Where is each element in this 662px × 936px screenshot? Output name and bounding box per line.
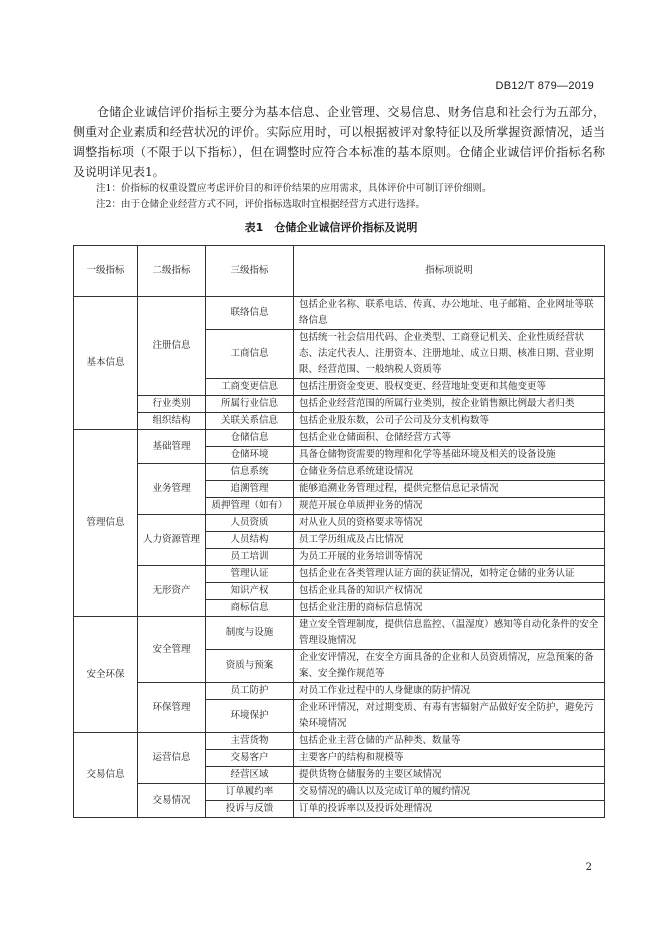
description-cell: 包括企业在各类管理认证方面的获证情况，如特定仓储的业务认证 <box>294 566 605 583</box>
level3-cell: 追溯管理 <box>206 481 294 498</box>
description-cell: 对员工作业过程中的人身健康的防护情况 <box>294 683 605 700</box>
description-cell: 包括企业主营仓储的产品种类、数量等 <box>294 733 605 750</box>
table-header-row <box>74 246 605 297</box>
level2-cell: 注册信息 <box>138 297 206 396</box>
level2-cell: 人力资源管理 <box>138 515 206 566</box>
description-cell: 员工学历组成及占比情况 <box>294 532 605 549</box>
description-cell: 规范开展仓单质押业务的情况 <box>294 498 605 515</box>
description-cell: 包括企业名称、联系电话、传真、办公地址、电子邮箱、企业网址等联络信息 <box>294 297 605 330</box>
description-cell: 包括注册资金变更、股权变更、经营地址变更和其他变更等 <box>294 379 605 396</box>
level2-cell: 组织结构 <box>138 413 206 430</box>
description-cell: 仓储业务信息系统建设情况 <box>294 464 605 481</box>
table-row <box>74 733 605 750</box>
level3-cell: 联络信息 <box>206 297 294 330</box>
note-2: 注2：由于仓储企业经营方式不同，评价指标选取时宜根据经营方式进行选择。 <box>96 199 426 210</box>
standard-code: DB12/T 879—2019 <box>495 80 594 92</box>
level2-cell: 行业类别 <box>138 396 206 413</box>
level2-cell: 安全管理 <box>138 617 206 683</box>
description-cell: 企业安评情况，在安全方面具备的企业和人员资质情况，应急预案的备案、安全操作规范等 <box>294 650 605 683</box>
evaluation-index-table <box>73 245 605 818</box>
table-row <box>74 430 605 447</box>
level3-cell: 关联关系信息 <box>206 413 294 430</box>
intro-paragraph: 仓储企业诚信评价指标主要分为基本信息、企业管理、交易信息、财务信息和社会行为五部分，侧重对企业素质和经营状况的评价。实际应用时，可以根据被评对象特征以及所掌握资源情况，适当调整指标项（不限于以下指标），但在调整时应符合本标准的基本原则。仓储企业诚信评价指标名称及说明详见表1。 <box>73 105 605 179</box>
level3-cell: 信息系统 <box>206 464 294 481</box>
description-cell: 提供货物仓储服务的主要区域情况 <box>294 767 605 784</box>
table-row <box>74 396 605 413</box>
level1-cell: 基本信息 <box>74 297 138 430</box>
description-cell: 交易情况的确认以及完成订单的履约情况 <box>294 784 605 801</box>
header-description: 指标项说明 <box>294 246 605 297</box>
table-row <box>74 464 605 481</box>
description-cell: 为员工开展的业务培训等情况 <box>294 549 605 566</box>
level3-cell: 投诉与反馈 <box>206 801 294 818</box>
description-cell: 包括企业具备的知识产权情况 <box>294 583 605 600</box>
level3-cell: 人员资质 <box>206 515 294 532</box>
level3-cell: 员工培训 <box>206 549 294 566</box>
header-level3: 三级指标 <box>206 246 294 297</box>
level1-cell: 管理信息 <box>74 430 138 617</box>
header-level1: 一级指标 <box>74 246 138 297</box>
description-cell: 主要客户的结构和规模等 <box>294 750 605 767</box>
level3-cell: 交易客户 <box>206 750 294 767</box>
page-number: 2 <box>585 862 592 873</box>
description-cell: 能够追溯业务管理过程，提供完整信息记录情况 <box>294 481 605 498</box>
level3-cell: 质押管理（如有） <box>206 498 294 515</box>
level3-cell: 主营货物 <box>206 733 294 750</box>
description-cell: 建立安全管理制度，提供信息监控、（温湿度）感知等自动化条件的安全管理设施情况 <box>294 617 605 650</box>
level1-cell: 交易信息 <box>74 733 138 818</box>
level3-cell: 工商信息 <box>206 330 294 379</box>
level3-cell: 制度与设施 <box>206 617 294 650</box>
level3-cell: 所属行业信息 <box>206 396 294 413</box>
level3-cell: 资质与预案 <box>206 650 294 683</box>
description-cell: 包括企业股东数，公司子公司及分支机构数等 <box>294 413 605 430</box>
table-row <box>74 297 605 330</box>
level3-cell: 经营区域 <box>206 767 294 784</box>
level3-cell: 员工防护 <box>206 683 294 700</box>
level2-cell: 运营信息 <box>138 733 206 784</box>
table-row <box>74 566 605 583</box>
table-row <box>74 784 605 801</box>
level3-cell: 管理认证 <box>206 566 294 583</box>
level3-cell: 知识产权 <box>206 583 294 600</box>
level2-cell: 基础管理 <box>138 430 206 464</box>
description-cell: 包括企业仓储面积、仓储经营方式等 <box>294 430 605 447</box>
table-row <box>74 413 605 430</box>
level3-cell: 环境保护 <box>206 700 294 733</box>
level3-cell: 仓储环境 <box>206 447 294 464</box>
description-cell: 包括企业经营范围的所属行业类别，按企业销售额比例最大者归类 <box>294 396 605 413</box>
description-cell: 企业环评情况，对过期变质、有毒有害辐射产品做好安全防护，避免污染环境情况 <box>294 700 605 733</box>
description-cell: 具备仓储物资需要的物理和化学等基础环境及相关的设备设施 <box>294 447 605 464</box>
level3-cell: 商标信息 <box>206 600 294 617</box>
table-caption: 表1 仓储企业诚信评价指标及说明 <box>244 221 418 234</box>
table-row <box>74 617 605 650</box>
description-cell: 包括企业注册的商标信息情况 <box>294 600 605 617</box>
level3-cell: 仓储信息 <box>206 430 294 447</box>
description-cell: 对从业人员的资格要求等情况 <box>294 515 605 532</box>
level2-cell: 环保管理 <box>138 683 206 733</box>
table-row <box>74 515 605 532</box>
level2-cell: 交易情况 <box>138 784 206 818</box>
description-cell: 订单的投诉率以及投诉处理情况 <box>294 801 605 818</box>
level3-cell: 工商变更信息 <box>206 379 294 396</box>
level2-cell: 业务管理 <box>138 464 206 515</box>
note-1: 注1：价指标的权重设置应考虑评价目的和评价结果的应用需求，具体评价中可制订评价细则。 <box>96 183 492 194</box>
level1-cell: 安全环保 <box>74 617 138 733</box>
level3-cell: 订单履约率 <box>206 784 294 801</box>
level3-cell: 人员结构 <box>206 532 294 549</box>
description-cell: 包括统一社会信用代码、企业类型、工商登记机关、企业性质经营状态、法定代表人、注册资本、注册地址、成立日期、核准日期、营业期限、经营范围、一般纳税人资质等 <box>294 330 605 379</box>
header-level2: 二级指标 <box>138 246 206 297</box>
table-row <box>74 683 605 700</box>
level2-cell: 无形资产 <box>138 566 206 617</box>
